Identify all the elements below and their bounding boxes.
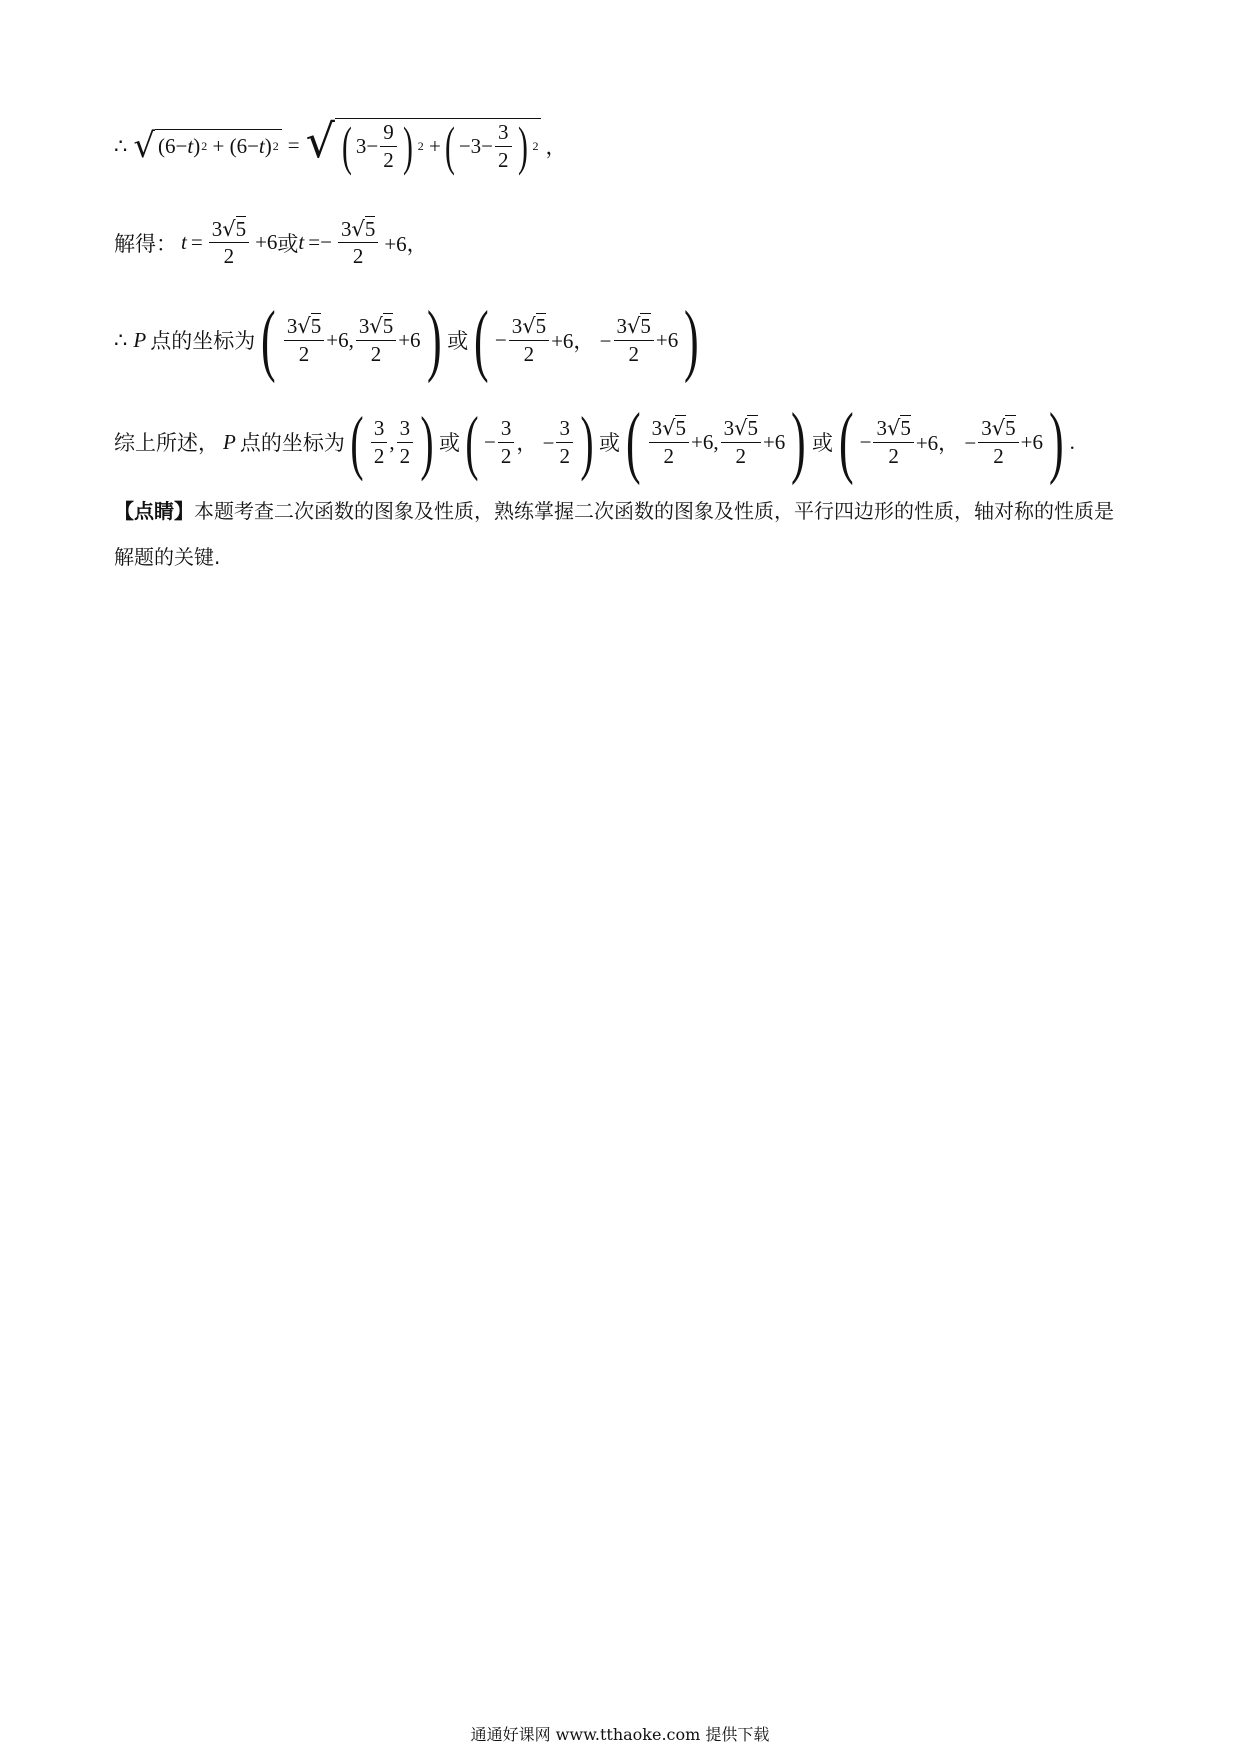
comment-paragraph — [114, 488, 1124, 580]
sqrt-rhs: √ ( 3− $\frac{9}{2}$ ) 2 + ( −3− $\frac{3}{2}$ ) 2 — [306, 118, 542, 173]
fraction-3sqrt5-over-2: $\frac{3√5}{2}$ — [338, 218, 378, 267]
therefore-symbol: ∴ — [114, 328, 128, 352]
var-t: t — [298, 230, 305, 255]
period: . — [1069, 429, 1075, 454]
equation-line-4: 综上所述， P 点的坐标为 ( $\frac{3}{2}$ , $\frac{3}{2}$ ) 或 ( − $\frac{3}{2}$ ， − $\frac{3}{2}$ ) 或 ( $\frac{3√5}{2}$ +6, $\frac{3√5}{2}$ +6 ) 或 ( − $\frac{3√5}{2}$ +6， − $\frac{3√5}{2}$ +6 ) . — [114, 398, 1075, 486]
coordinate-text: 点的坐标为 — [239, 431, 345, 455]
sqrt-lhs: √ (6− t ) 2 + (6− t ) 2 — [133, 129, 281, 163]
plus-six: +6 — [255, 230, 278, 255]
plus-six: +6 — [398, 327, 421, 352]
comment-label: 【点睛】 — [114, 499, 194, 523]
or-word: 或 — [277, 231, 299, 256]
equation-line-2 — [114, 218, 428, 267]
lhs-expression: (6− t ) 2 + (6− t ) 2 — [155, 129, 282, 163]
fraction-3sqrt5-over-2: $\frac{3√5}{2}$ — [614, 315, 654, 364]
equals-minus: =− — [308, 230, 332, 255]
var-t: t — [181, 230, 187, 255]
equals: = — [190, 230, 203, 255]
or-word: 或 — [439, 431, 461, 455]
plus-six-comma: +6， — [384, 231, 428, 256]
solve-prefix: 解得： — [114, 231, 177, 256]
equation-line-1: ∴ √ (6− t ) 2 + (6− t ) 2 = √ ( 3− $\frac{9}{2}$ ) 2 + ( −3− $\frac{3}{2}$ ) 2 ， — [114, 114, 567, 176]
fraction-3sqrt5-over-2: $\frac{3√5}{2}$ — [209, 218, 249, 267]
coordinate-text: 点的坐标为 — [150, 329, 256, 353]
line1-comma: ， — [545, 134, 567, 159]
page-footer: 通通好课网 www.tthaoke.com 提供下载 — [470, 1725, 770, 1744]
fraction-3sqrt5-over-2: $\frac{3√5}{2}$ — [284, 315, 324, 364]
rhs-expression: ( 3− $\frac{9}{2}$ ) 2 + ( −3− $\frac{3}{2}$ ) 2 — [335, 118, 542, 173]
fraction-3sqrt5-over-2: $\frac{3√5}{2}$ — [356, 315, 396, 364]
fraction-3sqrt5-over-2: $\frac{3√5}{2}$ — [509, 315, 549, 364]
comment-text: 本题考查二次函数的图象及性质，熟练掌握二次函数的图象及性质，平行四边形的性质，轴对称的性质是解题的关键. — [114, 499, 1114, 569]
summary-text: 综上所述， — [114, 431, 219, 455]
therefore-symbol: ∴ — [114, 133, 128, 158]
equation-line-3: ∴ P 点的坐标为 ( $\frac{3√5}{2}$ +6, $\frac{3√5}{2}$ +6 ) 或 ( − $\frac{3√5}{2}$ +6， − $\frac{3√5}{2}$ +6 ) — [114, 296, 699, 384]
or-word: 或 — [447, 329, 469, 353]
point-p: P — [133, 327, 147, 352]
point-p: P — [223, 429, 236, 454]
